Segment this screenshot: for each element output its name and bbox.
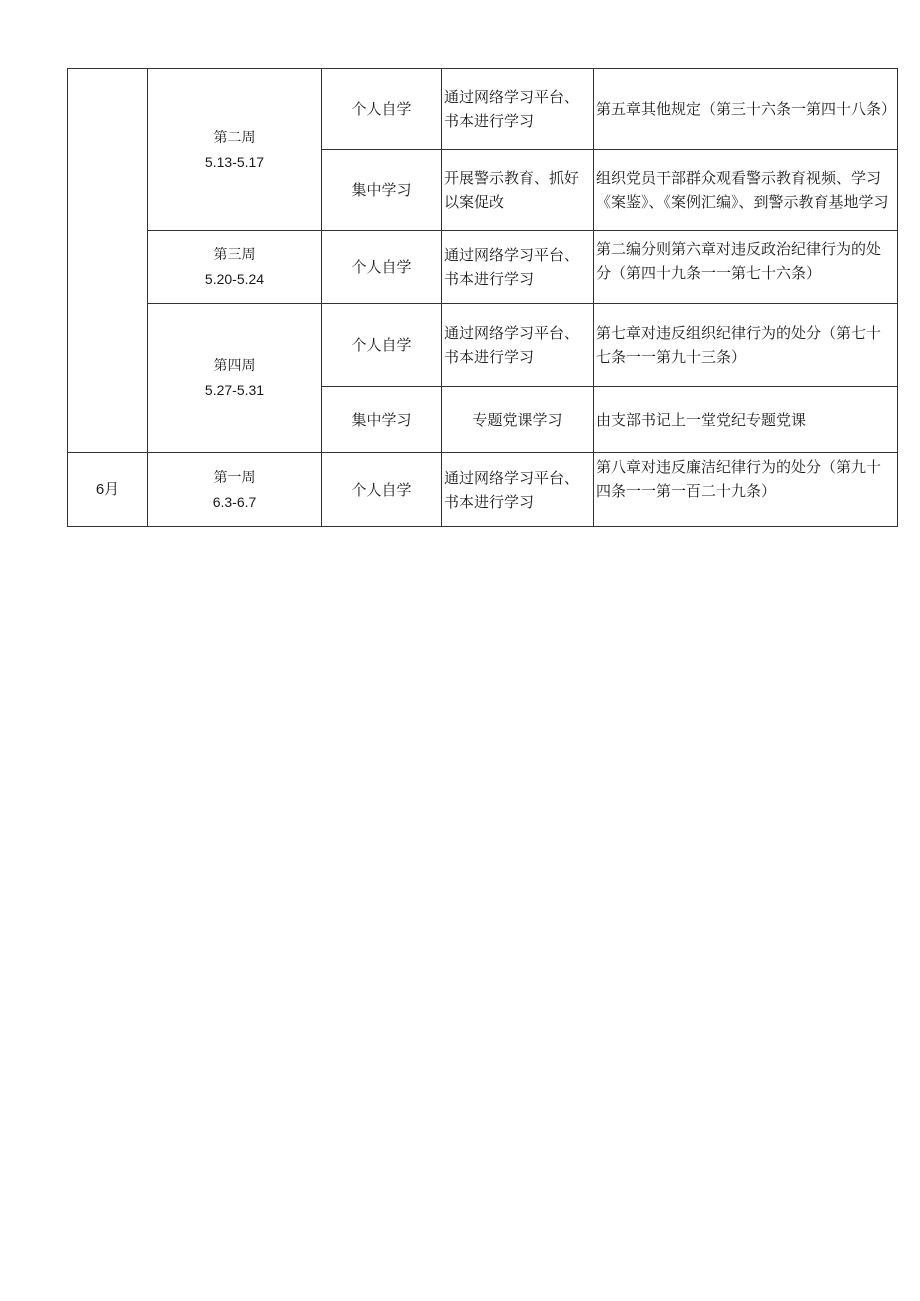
study-type-cell: 个人自学 (322, 231, 442, 304)
study-schedule-table (67, 68, 898, 527)
study-content-cell: 第五章其他规定（第三十六条一第四十八条） (594, 69, 898, 150)
study-content-cell: 组织党员干部群众观看警示教育视频、学习《案鉴》、《案例汇编》、到警示教育基地学习 (594, 150, 898, 231)
study-method-cell: 通过网络学习平台、书本进行学习 (442, 304, 594, 387)
week-name: 第二周 (213, 129, 256, 146)
week-cell (148, 304, 322, 453)
study-method-cell: 通过网络学习平台、书本进行学习 (442, 453, 594, 527)
month-cell: 6月 (68, 453, 148, 527)
week-dates: 5.20-5.24 (204, 271, 265, 287)
study-content-cell: 第二编分则第六章对违反政治纪律行为的处分（第四十九条一一第七十六条） (594, 231, 898, 304)
table-row (68, 231, 898, 304)
study-content-cell: 第八章对违反廉洁纪律行为的处分（第九十四条一一第一百二十九条） (594, 453, 898, 527)
week-name: 第三周 (213, 247, 256, 263)
study-method-cell: 通过网络学习平台、书本进行学习 (442, 69, 594, 150)
study-type-cell: 个人自学 (322, 69, 442, 150)
week-dates: 5.13-5.17 (204, 153, 265, 170)
study-type-cell: 个人自学 (322, 453, 442, 527)
week-name: 第四周 (213, 358, 256, 374)
week-cell (148, 69, 322, 231)
study-type-cell: 集中学习 (322, 150, 442, 231)
table-row (68, 453, 898, 527)
table-row (68, 69, 898, 150)
week-name: 第一周 (213, 469, 256, 486)
week-dates: 6.3-6.7 (212, 493, 257, 510)
study-content-cell: 由支部书记上一堂党纪专题党课 (594, 387, 898, 453)
study-type-cell: 个人自学 (322, 304, 442, 387)
study-method-cell: 开展警示教育、抓好以案促改 (442, 150, 594, 231)
month-cell (68, 69, 148, 453)
table-row (68, 304, 898, 387)
study-type-cell: 集中学习 (322, 387, 442, 453)
week-cell (148, 453, 322, 527)
week-cell (148, 231, 322, 304)
study-method-cell: 通过网络学习平台、书本进行学习 (442, 231, 594, 304)
study-content-cell: 第七章对违反组织纪律行为的处分（第七十七条一一第九十三条） (594, 304, 898, 387)
week-dates: 5.27-5.31 (204, 382, 265, 398)
study-method-cell: 专题党课学习 (442, 387, 594, 453)
